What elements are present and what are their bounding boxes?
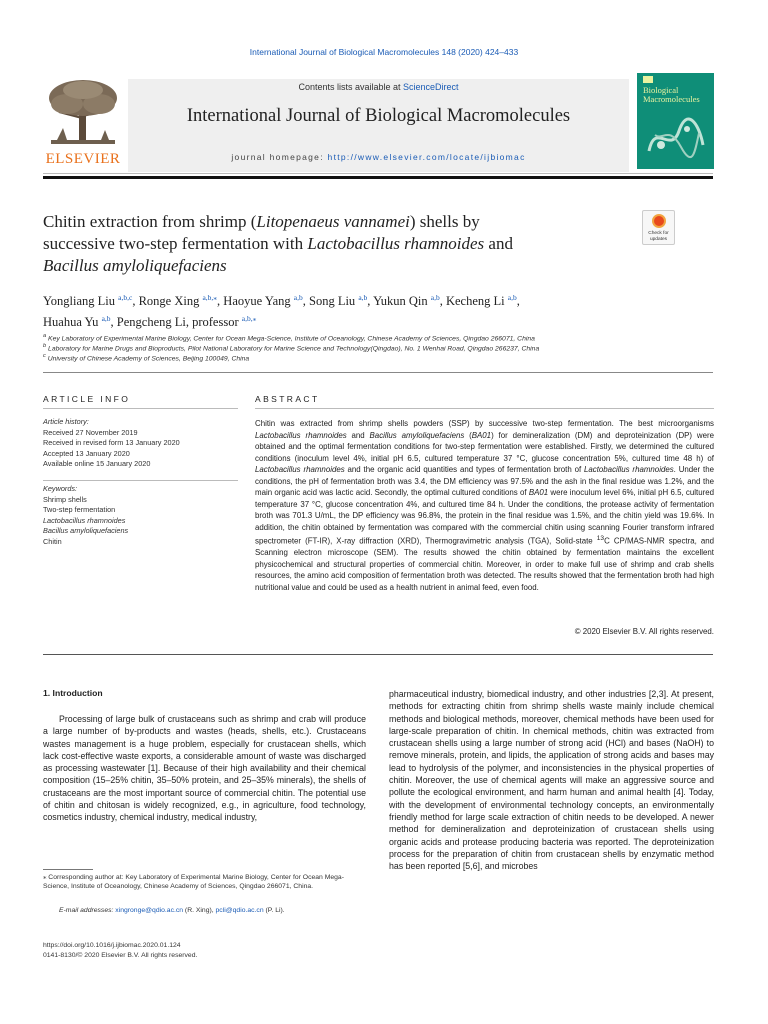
title-part: and [484, 234, 513, 253]
elsevier-logo [43, 78, 123, 168]
author-affiliation-marker[interactable]: a,b [507, 293, 517, 302]
affiliation-c [43, 352, 723, 363]
history-received: Received 27 November 2019 [43, 427, 138, 437]
author-affiliation-marker[interactable]: a,b [358, 293, 368, 302]
author-list: Yongliang Liu $^{a,b,c}$, Ronge Xing $^{a,b,⁎}$, Haoyue Yang $^{a,b}$, Song Liu $^{a,b}$, Yukun Qin $^{a,b}$, Kecheng Li $^{a,b}$, Huahua Yu $^{a,b}$, Pengcheng Li, professor $^{a,b,⁎}$ [43, 293, 520, 330]
abstract-italic: BA01 [528, 488, 549, 497]
author-affiliation-marker[interactable]: a,b,⁎ [241, 314, 257, 324]
badge-line: updates [649, 236, 668, 242]
corresponding-author-note: ⁎ Corresponding author at: Key Laboratory of Experimental Marine Biology, Center for Ocean Mega-Science, Institute of Oceanology, Chinese Academy of Sciences, Qingdao 266071, China. [43, 874, 344, 891]
affiliation-text: Laboratory for Marine Drugs and Bioproducts, Pilot National Laboratory for Marine Science and Technology(Qingdao), No. 1 Wenhai Road, Qingdao 266237, China [48, 345, 540, 353]
title-italic-part: Bacillus amyloliquefaciens [43, 256, 227, 275]
article-title [43, 211, 603, 277]
abstract-body [255, 418, 714, 593]
article-info-heading: ARTICLE INFO [43, 394, 131, 404]
divider [255, 408, 714, 409]
abstract-italic: Lactobacillus rhamnoides [255, 465, 345, 474]
author-name[interactable]: Yongliang Liu [43, 294, 116, 309]
cover-molecule-icon [641, 111, 709, 163]
elsevier-tree-icon [43, 78, 123, 150]
email-link[interactable]: xingronge@qdio.ac.cn [115, 907, 184, 914]
keywords-list [43, 484, 238, 547]
header-rule-thick [43, 176, 713, 179]
title-part: successive two-step fermentation with [43, 234, 308, 253]
affiliation-mark: a [43, 333, 47, 339]
abstract-text: and the organic acid quantities and types of fermentation broth of [344, 465, 584, 474]
journal-cover-thumbnail[interactable] [637, 73, 714, 169]
author-name[interactable]: Pengcheng Li, professor [116, 315, 239, 330]
section-heading-introduction: 1. Introduction [43, 688, 103, 698]
abstract-text: C CP/MAS-NMR spectra, and Scanning electron microscope (SEM). The results showed the chitin obtained by fermentation maintains the excellent physicochemical and structural properties of commercial chitin. Moreover, in order to make full use of shrimp and crab shells resources, the amino acid composition of fermentation broth was detected. The results showed that the fermentation broth had high nutritional value and could be used as a health nutrient in animal feed, even food. [255, 536, 714, 592]
title-part: Chitin extraction from shrimp ( [43, 212, 257, 231]
check-for-updates-button[interactable] [642, 210, 675, 245]
affiliation-text: Key Laboratory of Experimental Marine Biology, Center for Ocean Mega-Science, Institute of Oceanology, Chinese Academy of Sciences, Qingdao 266071, China [48, 335, 535, 343]
journal-banner [128, 79, 629, 172]
divider [43, 408, 238, 409]
header-rule-thin [43, 173, 713, 174]
cover-title: Biological Macromolecules [643, 85, 700, 104]
author-affiliation-marker[interactable]: a,b [293, 293, 303, 302]
journal-homepage-line [128, 152, 629, 162]
issn-line: 0141-8130/© 2020 Elsevier B.V. All rights reserved. [43, 952, 198, 959]
affiliation-mark: b [43, 343, 47, 349]
bookmark-icon [652, 214, 666, 228]
cover-logo-mark [643, 76, 653, 83]
divider [43, 480, 238, 481]
abstract-superscript: 13 [596, 535, 605, 542]
keyword: Chitin [43, 536, 62, 546]
elsevier-wordmark: ELSEVIER [45, 151, 121, 167]
email-owner: (R. Xing), [183, 907, 216, 914]
keyword: Two-step fermentation [43, 505, 116, 514]
abstract-text: were inoculum level 6%, initial pH 6.5, cultured temperature 37 °C, glucose concentration 4%, and cultured time 84 h. Under the conditions, the protease activity of fermentation broth was 701.3 U/mL, the DP efficiency was 96.8%, the protein in the final residue was 1.5%, and the chitin yield was 19.6%. In addition, the chitin obtained by fermentation was compared with the commercial chitin using scanning Fourier transform infrared spectrometer (FT-IR), X-ray diffraction (XRD), Thermogravimetric analysis (TGA), Solid-state [255, 488, 714, 546]
history-online: Available online 15 January 2020 [43, 459, 151, 468]
author-affiliation-marker[interactable]: a,b [430, 293, 440, 302]
abstract-italic: Bacillus amyloliquefaciens [369, 430, 465, 440]
email-link[interactable]: pcli@qdio.ac.cn [215, 907, 264, 914]
title-italic-part: Lactobacillus rhamnoides [307, 234, 485, 253]
journal-title: International Journal of Biological Macromolecules [186, 106, 571, 126]
abstract-heading: ABSTRACT [255, 394, 320, 404]
email-owner: (P. Li). [263, 907, 285, 914]
author-affiliation-marker[interactable]: a,b,c [118, 293, 133, 302]
keywords-label: Keywords: [43, 484, 78, 493]
email-label: E-mail addresses: [59, 907, 116, 914]
author-name[interactable]: Huahua Yu [43, 315, 99, 330]
author-name[interactable]: Ronge Xing [138, 294, 200, 309]
abstract-text: . Under the conditions, the pH of fermentation broth was 3.4, the DM efficiency was 97.5% and the ash in the final residue was 1.2%, and the main organic acid was lactic acid. Secondly, the optimal cultured conditions of [255, 465, 714, 497]
divider [43, 654, 713, 655]
contents-line [128, 82, 629, 92]
check-updates-label [643, 231, 674, 242]
keyword: Lactobacillus rhamnoides [43, 515, 126, 525]
author-affiliation-marker[interactable]: a,b,⁎ [202, 293, 218, 302]
abstract-italic: BA01 [471, 430, 492, 440]
abstract-italic: Lactobacillus rhamnoides [583, 465, 674, 474]
homepage-link[interactable]: http://www.elsevier.com/locate/ijbiomac [327, 152, 526, 162]
sciencedirect-link[interactable]: ScienceDirect [403, 82, 459, 92]
abstract-text: ( [464, 430, 472, 440]
title-italic-part: Litopenaeus vannamei [256, 212, 410, 231]
abstract-text: and [346, 430, 370, 440]
history-accepted: Accepted 13 January 2020 [43, 448, 130, 458]
keyword: Shrimp shells [43, 494, 87, 504]
doi-link[interactable]: https://doi.org/10.1016/j.ijbiomac.2020.01.124 [43, 942, 181, 949]
article-history [43, 417, 238, 470]
affiliation-text: University of Chinese Academy of Sciences, Beijing 100049, China [47, 355, 250, 363]
history-revised: Received in revised form 13 January 2020 [43, 438, 180, 447]
history-label: Article history: [43, 417, 89, 426]
homepage-label: journal homepage: [231, 152, 328, 162]
abstract-italic: Lactobacillus rhamnoides [255, 430, 347, 440]
journal-citation-link[interactable]: International Journal of Biological Macromolecules 148 (2020) 424–433 [249, 47, 519, 57]
affiliation-mark: c [43, 353, 46, 359]
divider [43, 372, 713, 373]
contents-prefix: Contents lists available at [298, 82, 404, 92]
intro-left-paragraph: Processing of large bulk of crustaceans such as shrimp and crab will produce a large number of by-products and wastes (heads, shells, etc.). Crustaceans wastes management is a huge problem, especially for crustacean shells, which lack cost-effective waste exports, a considerable amount of waste was discharged as processing wastewater [1]. Because of their high availability and their chemical composition (15–25% chitin, 35–50% protein, and 25–35% minerals), the shells of crustaceans are the most important source of commercial chitin. The potential use of chitin and chitosan is widely recognized, e.g., in agriculture, food technology, cosmetics industry, chemical industry, medical industry, [43, 714, 366, 823]
footnote-rule [43, 869, 93, 870]
author-name[interactable]: Haoyue Yang [223, 294, 291, 309]
abstract-text: ) for demineralization (DM) and deproteinization (DP) were obtained and the optimal fermentation conditions for two-step fermentation were established. Firstly, we determined the cultured conditions (inoculum level 4%, initial pH 6.5, cultured temperature 37 °C, glucose concentration 5%, cultured time 48 h) of [255, 430, 714, 463]
badge-line: Check for [648, 231, 669, 236]
keyword: Bacillus amyloliquefaciens [43, 526, 129, 535]
intro-right-paragraph: pharmaceutical industry, biomedical industry, and other industries [2,3]. At present, methods for extracting chitin from shrimp shells waste mainly include chemical methods and biological methods, moreover, chemical methods have been used for large-scale preparation of chitin. In chemical methods, chitin was extracted from crustacean shells using a large number of strong acid (HCl) and bases (NaOH) to remove minerals, protein, and lipids, the application of strong acids and bases may lead to hydrolysis of the polymer, and inconsistencies in the physical properties of chitin. Moreover, the use of chemical agents will make an aggressive source and pollute the ecological environment, and harm human and animal health [4]. Today, with the development of environmental technology concepts, an environmentally friendly method for large scale extraction of chitin needs to be developed. A newer method for demineralization and deproteinization of crustacean shells using organic acids and protease producing bacteria was reported. The deproteinization process for the preparation of chitin from crustacean shells by enzymatic method has been reported [5,6], and microbes [389, 689, 714, 872]
email-line [59, 906, 366, 915]
abstract-text: Chitin was extracted from shrimp shells powders (SSP) by successive two-step fermentation. The best microorganisms [255, 419, 714, 428]
title-part: ) shells by [409, 212, 480, 231]
author-name[interactable]: Kecheng Li [445, 294, 505, 309]
author-affiliation-marker[interactable]: a,b [101, 314, 111, 324]
author-name[interactable]: Song Liu [309, 294, 356, 309]
author-name[interactable]: Yukun Qin [373, 294, 428, 309]
abstract-copyright: © 2020 Elsevier B.V. All rights reserved. [574, 627, 714, 636]
